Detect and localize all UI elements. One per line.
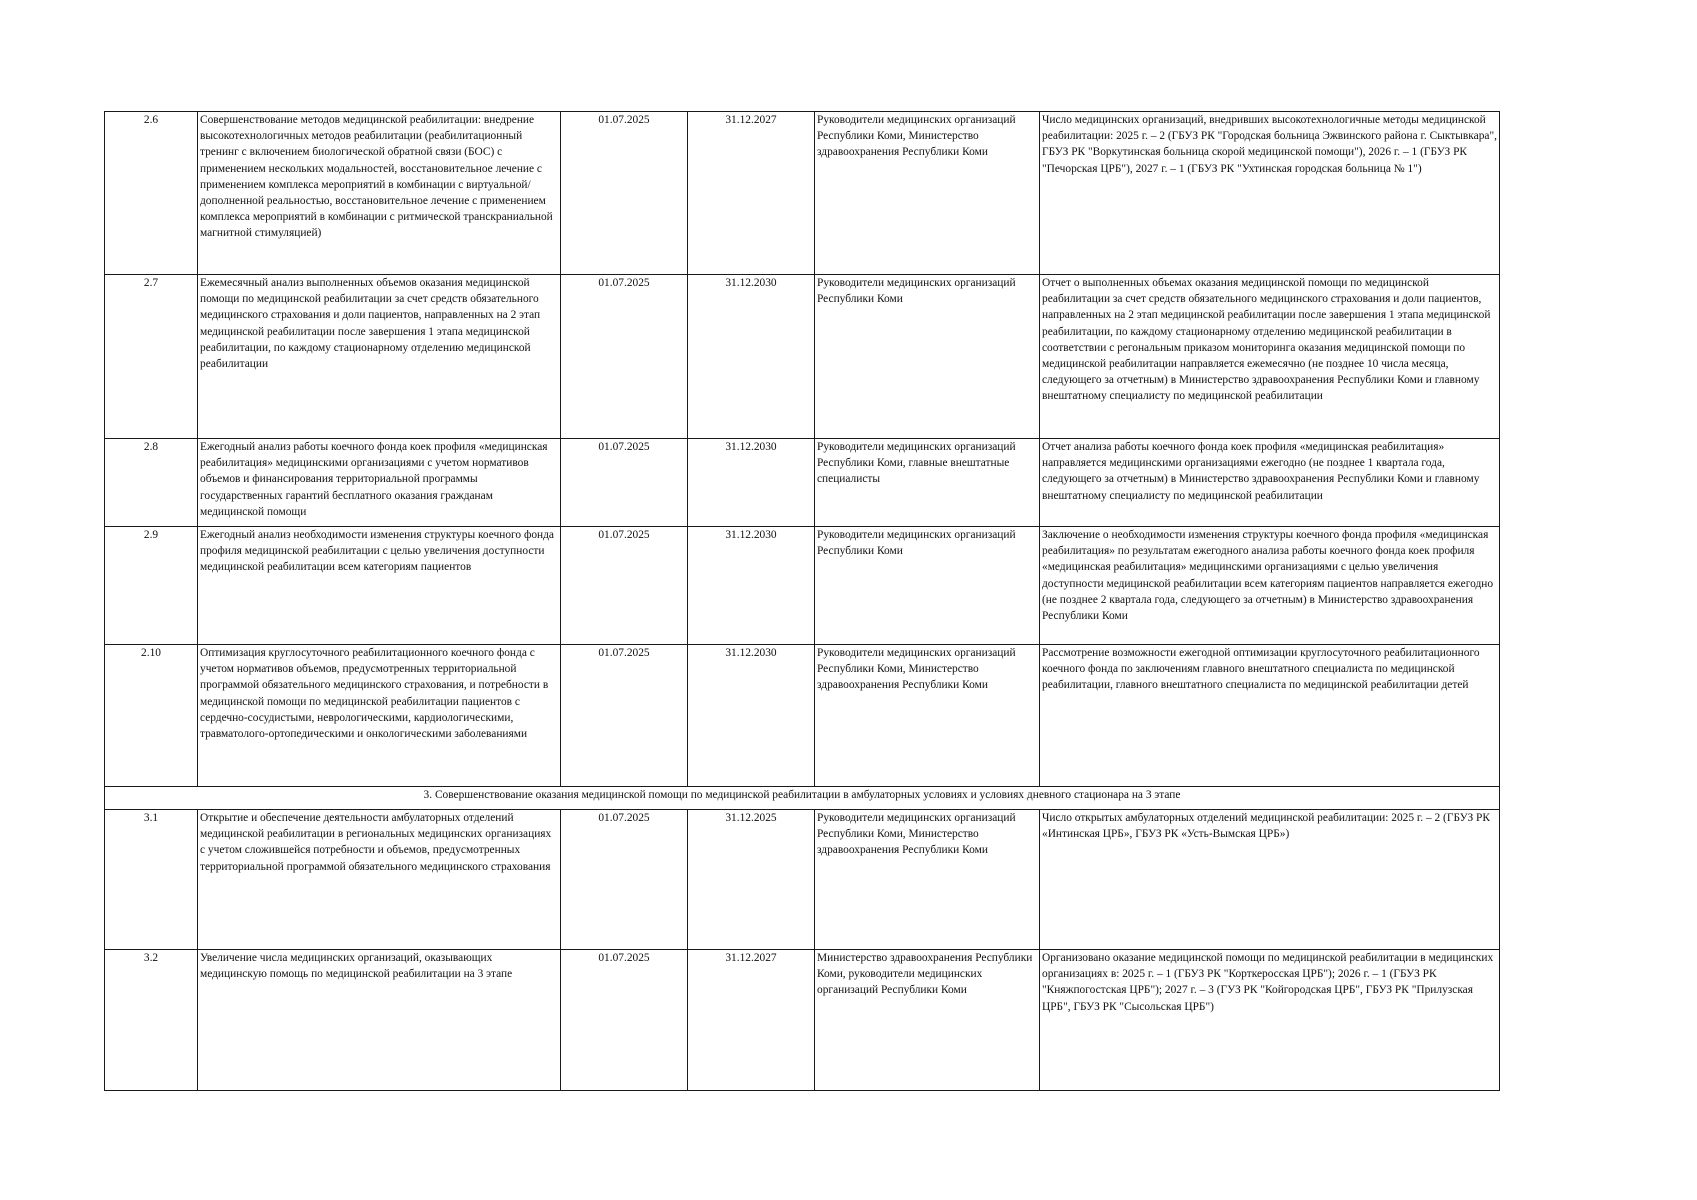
activity-cell: Открытие и обеспечение деятельности амбулаторных отделений медицинской реабилитации в региональных медицинских организациях с учетом сложившейся потребности и объемов, предусмотренных территориальной программой обязательного медицинского страхования bbox=[198, 810, 561, 950]
responsible-cell: Руководители медицинских организаций Республики Коми, Министерство здравоохранения Республики Коми bbox=[815, 645, 1040, 787]
start-date-cell: 01.07.2025 bbox=[561, 645, 688, 787]
table-row bbox=[105, 810, 1500, 950]
activity-cell: Совершенствование методов медицинской реабилитации: внедрение высокотехнологичных методов реабилитации (реабилитационный тренинг с включением биологической обратной связи (БОС) с применением нескольких модальностей, восстановительное лечение с применением комплекса мероприятий в комбинации с виртуальной/дополненной реальностью, восстановительное лечение с применением комплекса мероприятий в комбинации с ритмической транскраниальной магнитной стимуляцией) bbox=[198, 112, 561, 275]
activity-cell: Ежемесячный анализ выполненных объемов оказания медицинской помощи по медицинской реабилитации за счет средств обязательного медицинского страхования и доли пациентов, направленных на 2 этап медицинской реабилитации после завершения 1 этапа медицинской реабилитации, по каждому стационарному отделению медицинской реабилитации bbox=[198, 275, 561, 439]
start-date-cell: 01.07.2025 bbox=[561, 112, 688, 275]
row-number: 3.2 bbox=[105, 950, 198, 1091]
responsible-cell: Руководители медицинских организаций Республики Коми, Министерство здравоохранения Республики Коми bbox=[815, 810, 1040, 950]
table-row bbox=[105, 275, 1500, 439]
start-date-cell: 01.07.2025 bbox=[561, 439, 688, 527]
section-heading-row bbox=[105, 787, 1500, 810]
result-cell: Заключение о необходимости изменения структуры коечного фонда профиля «медицинская реабилитация» по результатам ежегодного анализа работы коечного фонда коек профиля «медицинская реабилитация» медицинскими организациями с целью увеличения доступности медицинской реабилитации всем категориям пациентов направляется ежегодно (не позднее 2 квартала года, следующего за отчетным) в Министерство здравоохранения Республики Коми bbox=[1040, 527, 1500, 645]
end-date-cell: 31.12.2030 bbox=[688, 645, 815, 787]
start-date-cell: 01.07.2025 bbox=[561, 810, 688, 950]
responsible-cell: Министерство здравоохранения Республики Коми, руководители медицинских организаций Республики Коми bbox=[815, 950, 1040, 1091]
result-cell: Число открытых амбулаторных отделений медицинской реабилитации: 2025 г. – 2 (ГБУЗ РК «Интинская ЦРБ», ГБУЗ РК «Усть-Вымская ЦРБ») bbox=[1040, 810, 1500, 950]
table-row bbox=[105, 950, 1500, 1091]
end-date-cell: 31.12.2030 bbox=[688, 527, 815, 645]
activity-cell: Ежегодный анализ работы коечного фонда коек профиля «медицинская реабилитация» медицинскими организациями с учетом нормативов объемов и финансирования территориальной программы государственных гарантий бесплатного оказания гражданам медицинской помощи bbox=[198, 439, 561, 527]
row-number: 2.8 bbox=[105, 439, 198, 527]
row-number: 2.7 bbox=[105, 275, 198, 439]
row-number: 3.1 bbox=[105, 810, 198, 950]
result-cell: Отчет анализа работы коечного фонда коек профиля «медицинская реабилитация» направляется медицинскими организациями ежегодно (не позднее 1 квартала года, следующего за отчетным) в Министерство здравоохранения Республики Коми и главному внештатному специалисту по медицинской реабилитации bbox=[1040, 439, 1500, 527]
table-row bbox=[105, 645, 1500, 787]
result-cell: Организовано оказание медицинской помощи по медицинской реабилитации в медицинских организациях в: 2025 г. – 1 (ГБУЗ РК "Корткеросская ЦРБ"); 2026 г. – 1 (ГБУЗ РК "Княжпогостская ЦРБ"); 2027 г. – 3 (ГУЗ РК "Койгородская ЦРБ", ГБУЗ РК "Прилузская ЦРБ", ГБУЗ РК "Сысольская ЦРБ") bbox=[1040, 950, 1500, 1091]
table-row bbox=[105, 527, 1500, 645]
end-date-cell: 31.12.2030 bbox=[688, 275, 815, 439]
row-number: 2.10 bbox=[105, 645, 198, 787]
activity-cell: Оптимизация круглосуточного реабилитационного коечного фонда с учетом нормативов объемов, предусмотренных территориальной программой обязательного медицинского страхования, и потребности в медицинской помощи по медицинской реабилитации пациентов с сердечно-сосудистыми, неврологическими, кардиологическими, травматолого-ортопедическими и онкологическими заболеваниями bbox=[198, 645, 561, 787]
end-date-cell: 31.12.2027 bbox=[688, 112, 815, 275]
end-date-cell: 31.12.2027 bbox=[688, 950, 815, 1091]
activity-cell: Ежегодный анализ необходимости изменения структуры коечного фонда профиля медицинской реабилитации с целью увеличения доступности медицинской реабилитации всем категориям пациентов bbox=[198, 527, 561, 645]
start-date-cell: 01.07.2025 bbox=[561, 275, 688, 439]
responsible-cell: Руководители медицинских организаций Республики Коми bbox=[815, 275, 1040, 439]
start-date-cell: 01.07.2025 bbox=[561, 950, 688, 1091]
row-number: 2.9 bbox=[105, 527, 198, 645]
end-date-cell: 31.12.2030 bbox=[688, 439, 815, 527]
responsible-cell: Руководители медицинских организаций Республики Коми, главные внештатные специалисты bbox=[815, 439, 1040, 527]
rehabilitation-plan-table bbox=[104, 111, 1500, 1091]
result-cell: Отчет о выполненных объемах оказания медицинской помощи по медицинской реабилитации за счет средств обязательного медицинского страхования и доли пациентов, направленных на 2 этап медицинской реабилитации после завершения 1 этапа медицинской реабилитации, по каждому стационарному отделению медицинской реабилитации в соответствии с регональным приказом мониторинга оказания медицинской помощи по медицинской реабилитации направляется ежемесячно (не позднее 10 числа месяца, следующего за отчетным) в Министерство здравоохранения Республики Коми и главному внештатному специалисту по медицинской реабилитации bbox=[1040, 275, 1500, 439]
end-date-cell: 31.12.2025 bbox=[688, 810, 815, 950]
responsible-cell: Руководители медицинских организаций Республики Коми, Министерство здравоохранения Республики Коми bbox=[815, 112, 1040, 275]
start-date-cell: 01.07.2025 bbox=[561, 527, 688, 645]
result-cell: Рассмотрение возможности ежегодной оптимизации круглосуточного реабилитационного коечного фонда по заключениям главного внештатного специалиста по медицинской реабилитации, главного внештатного специалиста по медицинской реабилитации детей bbox=[1040, 645, 1500, 787]
responsible-cell: Руководители медицинских организаций Республики Коми bbox=[815, 527, 1040, 645]
table-row bbox=[105, 112, 1500, 275]
section-heading: 3. Совершенствование оказания медицинской помощи по медицинской реабилитации в амбулаторных условиях и условиях дневного стационара на 3 этапе bbox=[105, 787, 1500, 810]
activity-cell: Увеличение числа медицинских организаций, оказывающих медицинскую помощь по медицинской реабилитации на 3 этапе bbox=[198, 950, 561, 1091]
row-number: 2.6 bbox=[105, 112, 198, 275]
table-row bbox=[105, 439, 1500, 527]
result-cell: Число медицинских организаций, внедривших высокотехнологичные методы медицинской реабилитации: 2025 г. – 2 (ГБУЗ РК "Городская больница Эжвинского района г. Сыктывкара", ГБУЗ РК "Воркутинская больница скорой медицинской помощи"), 2026 г. – 1 (ГБУЗ РК "Печорская ЦРБ"), 2027 г. – 1 (ГБУЗ РК "Ухтинская городская больница № 1") bbox=[1040, 112, 1500, 275]
